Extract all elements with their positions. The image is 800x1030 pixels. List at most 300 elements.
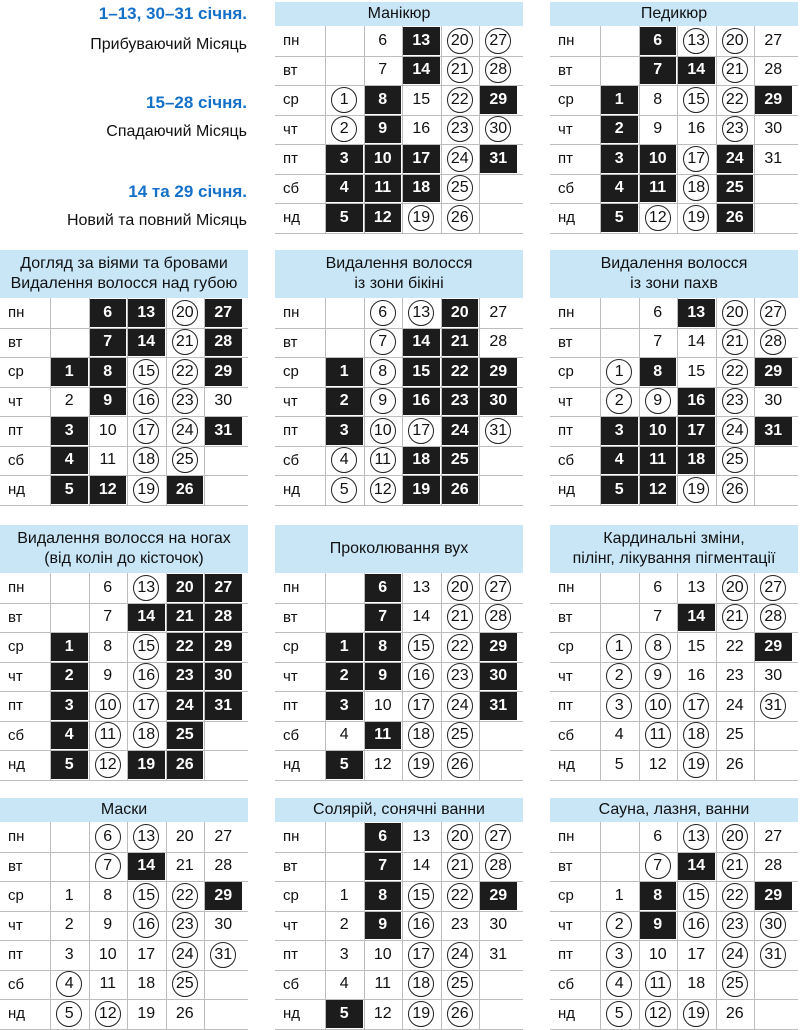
date-number: 4 — [64, 451, 74, 469]
date-cell — [678, 299, 715, 327]
date-cell — [442, 574, 479, 602]
date-number: 17 — [137, 945, 156, 963]
date-number: 14 — [137, 857, 156, 875]
circled-date-number: 19 — [408, 205, 434, 231]
date-number: 16 — [687, 667, 706, 685]
procedure-calendar — [275, 2, 523, 233]
date-cell — [167, 692, 204, 720]
date-cell — [403, 882, 440, 910]
weekday-label: вт — [8, 608, 23, 626]
date-number: 7 — [653, 333, 663, 351]
circled-date-number: 19 — [408, 1001, 434, 1027]
calendar-title: Видалення волосся на ногах (від колін до кісточок) — [0, 525, 248, 573]
date-cell — [90, 941, 127, 969]
weekday-label: нд — [8, 756, 26, 774]
date-number: 14 — [137, 608, 156, 626]
circled-date-number: 13 — [133, 824, 159, 850]
weekday-label: сб — [558, 179, 575, 197]
date-cell — [403, 388, 440, 416]
date-cell — [167, 574, 204, 602]
weekday-label: ср — [283, 887, 299, 905]
circled-date-number: 25 — [447, 722, 473, 748]
date-number: 4 — [614, 726, 624, 744]
date-cell — [167, 476, 204, 504]
date-cell — [365, 722, 402, 750]
weekday-label: пт — [283, 422, 298, 440]
date-number: 7 — [378, 608, 388, 626]
date-cell — [442, 882, 479, 910]
date-cell — [403, 604, 440, 632]
date-cell — [326, 145, 363, 173]
date-cell — [326, 751, 363, 779]
circled-date-number: 10 — [370, 418, 396, 444]
date-number: 3 — [339, 696, 349, 714]
date-cell — [717, 116, 754, 144]
calendar-title: Маски — [0, 798, 248, 822]
weekday-label: ср — [283, 363, 299, 381]
calendar-title: Педикюр — [550, 2, 798, 26]
date-cell — [90, 971, 127, 999]
date-number: 15 — [687, 637, 706, 655]
circled-date-number: 2 — [606, 388, 632, 414]
date-cell — [601, 692, 638, 720]
date-number: 24 — [450, 421, 469, 439]
weekday-label: пн — [283, 32, 300, 50]
date-number: 9 — [653, 916, 663, 934]
circled-date-number: 13 — [683, 28, 709, 54]
date-cell — [365, 604, 402, 632]
date-cell — [403, 476, 440, 504]
date-number: 7 — [653, 608, 663, 626]
circled-date-number: 16 — [683, 912, 709, 938]
date-cell — [755, 86, 792, 114]
weekday-label: нд — [283, 209, 301, 227]
circled-date-number: 20 — [447, 28, 473, 54]
calendar-title: Кардинальні зміни, пілінг, лікування пігментації — [550, 525, 798, 573]
circled-date-number: 28 — [485, 853, 511, 879]
circled-date-number: 16 — [133, 388, 159, 414]
circled-date-number: 22 — [722, 87, 748, 113]
weekday-label: ср — [558, 887, 574, 905]
circled-date-number: 20 — [722, 28, 748, 54]
date-number: 26 — [450, 480, 469, 498]
date-cell — [755, 633, 792, 661]
date-number: 1 — [64, 637, 74, 655]
circled-date-number: 11 — [645, 971, 671, 997]
date-number: 28 — [214, 857, 233, 875]
date-cell — [365, 388, 402, 416]
date-number: 31 — [489, 696, 508, 714]
date-number: 2 — [339, 392, 349, 410]
date-number: 6 — [653, 578, 663, 596]
weekday-label: чт — [283, 916, 298, 934]
date-cell — [442, 145, 479, 173]
circled-date-number: 18 — [408, 971, 434, 997]
circled-date-number: 23 — [172, 912, 198, 938]
date-number: 9 — [378, 120, 388, 138]
date-number: 13 — [687, 578, 706, 596]
date-cell — [640, 204, 677, 232]
date-cell — [167, 912, 204, 940]
weekday-label: пн — [283, 304, 300, 322]
date-number: 11 — [374, 179, 392, 197]
date-cell — [205, 574, 242, 602]
date-number: 25 — [450, 451, 469, 469]
weekday-label: вт — [558, 333, 573, 351]
circled-date-number: 10 — [645, 693, 671, 719]
weekday-label: сб — [8, 726, 25, 744]
date-cell — [480, 604, 517, 632]
date-cell — [128, 941, 165, 969]
circled-date-number: 4 — [56, 971, 82, 997]
circled-date-number: 27 — [760, 575, 786, 601]
date-cell — [640, 853, 677, 881]
date-cell — [403, 329, 440, 357]
date-cell — [442, 692, 479, 720]
date-cell — [365, 476, 402, 504]
circled-date-number: 15 — [683, 87, 709, 113]
date-cell — [128, 299, 165, 327]
date-cell — [90, 574, 127, 602]
date-number: 11 — [649, 179, 667, 197]
circled-date-number: 31 — [760, 693, 786, 719]
new-full-moon-label: Новий та повний Місяць — [66, 212, 247, 229]
weekday-label: вт — [283, 61, 298, 79]
procedure-calendar — [0, 798, 248, 1029]
date-cell — [51, 971, 88, 999]
date-cell — [365, 57, 402, 85]
weekday-label: ср — [8, 887, 24, 905]
date-number: 1 — [339, 362, 349, 380]
date-number: 25 — [725, 179, 744, 197]
date-cell — [205, 663, 242, 691]
weekday-label: пн — [8, 304, 25, 322]
weekday-label: сб — [283, 975, 300, 993]
date-cell — [403, 57, 440, 85]
weekday-label: сб — [283, 726, 300, 744]
date-cell — [678, 329, 715, 357]
date-number: 31 — [489, 945, 508, 963]
date-number: 12 — [373, 208, 392, 226]
date-cell — [167, 417, 204, 445]
date-number: 24 — [725, 149, 744, 167]
date-number: 16 — [412, 392, 431, 410]
date-number: 11 — [374, 726, 392, 744]
date-cell — [717, 912, 754, 940]
circled-date-number: 15 — [408, 883, 434, 909]
date-cell — [717, 476, 754, 504]
date-cell — [365, 358, 402, 386]
date-number: 1 — [64, 886, 74, 904]
date-cell — [755, 663, 792, 691]
circled-date-number: 2 — [606, 912, 632, 938]
date-cell — [326, 722, 363, 750]
date-cell — [326, 1000, 363, 1028]
circled-date-number: 17 — [683, 146, 709, 172]
date-cell — [205, 823, 242, 851]
date-cell — [167, 823, 204, 851]
date-cell — [205, 604, 242, 632]
date-cell — [90, 358, 127, 386]
date-cell — [326, 116, 363, 144]
date-number: 30 — [214, 667, 233, 685]
date-cell — [403, 175, 440, 203]
date-number: 3 — [64, 696, 74, 714]
circled-date-number: 19 — [683, 752, 709, 778]
date-number: 30 — [764, 392, 783, 410]
date-cell — [51, 1000, 88, 1028]
date-cell — [167, 1000, 204, 1028]
date-cell — [640, 692, 677, 720]
date-cell — [678, 823, 715, 851]
date-cell — [365, 329, 402, 357]
date-cell — [167, 971, 204, 999]
date-cell — [167, 882, 204, 910]
circled-date-number: 20 — [447, 824, 473, 850]
weekday-label: сб — [8, 975, 25, 993]
date-cell — [51, 722, 88, 750]
date-cell — [128, 751, 165, 779]
date-cell — [601, 633, 638, 661]
procedure-calendar — [0, 525, 248, 780]
date-number: 16 — [687, 392, 706, 410]
date-cell — [167, 633, 204, 661]
date-number: 28 — [764, 61, 783, 79]
weekday-label: пт — [558, 697, 573, 715]
circled-date-number: 17 — [408, 942, 434, 968]
date-cell — [326, 447, 363, 475]
waxing-moon-dates: 1–13, 30–31 січня. — [98, 4, 247, 23]
date-cell — [90, 329, 127, 357]
weekday-label: ср — [8, 638, 24, 656]
date-number: 5 — [64, 755, 74, 773]
date-cell — [640, 145, 677, 173]
date-cell — [442, 447, 479, 475]
date-cell — [365, 116, 402, 144]
circled-date-number: 12 — [645, 205, 671, 231]
date-number: 30 — [214, 916, 233, 934]
date-number: 7 — [103, 608, 113, 626]
date-cell — [442, 853, 479, 881]
date-cell — [51, 663, 88, 691]
date-cell — [90, 722, 127, 750]
date-cell — [717, 823, 754, 851]
date-cell — [678, 175, 715, 203]
weekday-label: пт — [558, 422, 573, 440]
date-cell — [678, 604, 715, 632]
date-cell — [442, 57, 479, 85]
date-cell — [601, 1000, 638, 1028]
date-cell — [601, 175, 638, 203]
waxing-moon-label: Прибуваючий Місяць — [90, 36, 247, 53]
date-cell — [480, 853, 517, 881]
calendar-title: Сауна, лазня, ванни — [550, 798, 798, 822]
circled-date-number: 24 — [447, 146, 473, 172]
date-number: 29 — [489, 362, 508, 380]
date-cell — [480, 86, 517, 114]
date-number: 13 — [412, 31, 431, 49]
date-cell — [640, 358, 677, 386]
weekday-label: ср — [558, 91, 574, 109]
date-cell — [717, 722, 754, 750]
date-cell — [717, 692, 754, 720]
date-number: 8 — [378, 886, 388, 904]
circled-date-number: 3 — [606, 942, 632, 968]
date-number: 21 — [450, 333, 469, 351]
date-cell — [442, 175, 479, 203]
circled-date-number: 23 — [172, 388, 198, 414]
calendar-title: Манікюр — [275, 2, 523, 26]
circled-date-number: 21 — [722, 853, 748, 879]
date-number: 7 — [653, 61, 663, 79]
circled-date-number: 11 — [95, 722, 121, 748]
circled-date-number: 18 — [408, 722, 434, 748]
weekday-label: нд — [283, 756, 301, 774]
grid-line — [275, 233, 523, 234]
date-cell — [128, 663, 165, 691]
date-cell — [755, 692, 792, 720]
grid-line — [550, 780, 798, 781]
date-cell — [205, 417, 242, 445]
date-number: 8 — [103, 362, 113, 380]
circled-date-number: 15 — [133, 634, 159, 660]
date-number: 17 — [687, 421, 706, 439]
date-cell — [51, 388, 88, 416]
date-cell — [717, 27, 754, 55]
date-cell — [51, 912, 88, 940]
date-cell — [326, 476, 363, 504]
date-number: 23 — [175, 667, 194, 685]
date-number: 11 — [374, 975, 392, 993]
date-cell — [365, 417, 402, 445]
date-cell — [51, 476, 88, 504]
weekday-label: нд — [558, 1005, 576, 1023]
date-cell — [403, 86, 440, 114]
circled-date-number: 22 — [447, 87, 473, 113]
date-cell — [128, 633, 165, 661]
date-cell — [640, 722, 677, 750]
circled-date-number: 22 — [447, 883, 473, 909]
date-cell — [365, 86, 402, 114]
date-cell — [678, 86, 715, 114]
date-cell — [480, 823, 517, 851]
date-number: 14 — [412, 61, 431, 79]
date-cell — [678, 57, 715, 85]
date-cell — [678, 116, 715, 144]
date-number: 9 — [103, 916, 113, 934]
date-number: 9 — [653, 120, 663, 138]
date-cell — [755, 145, 792, 173]
date-number: 26 — [175, 755, 194, 773]
date-cell — [442, 941, 479, 969]
grid-line — [550, 1029, 798, 1030]
date-cell — [403, 692, 440, 720]
date-number: 2 — [64, 667, 74, 685]
date-number: 20 — [175, 827, 194, 845]
date-number: 27 — [764, 827, 783, 845]
date-cell — [442, 823, 479, 851]
circled-date-number: 24 — [172, 418, 198, 444]
calendar-title: Видалення волосся із зони бікіні — [275, 250, 523, 298]
date-number: 20 — [175, 578, 194, 596]
date-cell — [480, 417, 517, 445]
date-cell — [51, 751, 88, 779]
date-cell — [128, 329, 165, 357]
date-cell — [403, 27, 440, 55]
date-cell — [717, 329, 754, 357]
date-cell — [601, 476, 638, 504]
date-cell — [678, 722, 715, 750]
date-cell — [365, 751, 402, 779]
weekday-label: пт — [558, 150, 573, 168]
date-cell — [365, 447, 402, 475]
grid-line — [275, 780, 523, 781]
date-number: 11 — [99, 975, 117, 993]
date-cell — [90, 853, 127, 881]
date-number: 8 — [653, 90, 663, 108]
procedure-calendar — [0, 250, 248, 505]
date-cell — [90, 388, 127, 416]
weekday-label: чт — [8, 916, 23, 934]
date-cell — [403, 417, 440, 445]
date-cell — [480, 329, 517, 357]
date-number: 15 — [412, 362, 431, 380]
date-cell — [480, 388, 517, 416]
circled-date-number: 8 — [645, 634, 671, 660]
procedure-calendar — [275, 525, 523, 780]
date-cell — [403, 299, 440, 327]
date-cell — [167, 663, 204, 691]
date-cell — [403, 912, 440, 940]
grid-line — [0, 780, 248, 781]
circled-date-number: 7 — [645, 853, 671, 879]
weekday-label: вт — [558, 61, 573, 79]
date-cell — [480, 663, 517, 691]
date-cell — [640, 882, 677, 910]
circled-date-number: 20 — [447, 575, 473, 601]
date-number: 9 — [378, 667, 388, 685]
date-number: 17 — [687, 945, 706, 963]
date-number: 29 — [489, 90, 508, 108]
date-number: 14 — [687, 608, 706, 626]
date-number: 17 — [412, 149, 431, 167]
circled-date-number: 19 — [683, 477, 709, 503]
weekday-label: сб — [8, 451, 25, 469]
circled-date-number: 22 — [722, 359, 748, 385]
date-cell — [755, 57, 792, 85]
weekday-label: ср — [558, 638, 574, 656]
circled-date-number: 25 — [722, 971, 748, 997]
date-cell — [365, 941, 402, 969]
date-cell — [167, 604, 204, 632]
circled-date-number: 17 — [408, 418, 434, 444]
circled-date-number: 21 — [722, 329, 748, 355]
date-cell — [717, 971, 754, 999]
weekday-label: пт — [558, 946, 573, 964]
date-cell — [403, 1000, 440, 1028]
date-cell — [365, 1000, 402, 1028]
date-number: 6 — [378, 31, 388, 49]
date-cell — [365, 912, 402, 940]
circled-date-number: 8 — [370, 359, 396, 385]
date-cell — [326, 692, 363, 720]
date-cell — [90, 299, 127, 327]
date-cell — [128, 971, 165, 999]
date-cell — [205, 941, 242, 969]
date-cell — [717, 574, 754, 602]
date-cell — [717, 204, 754, 232]
circled-date-number: 15 — [133, 359, 159, 385]
